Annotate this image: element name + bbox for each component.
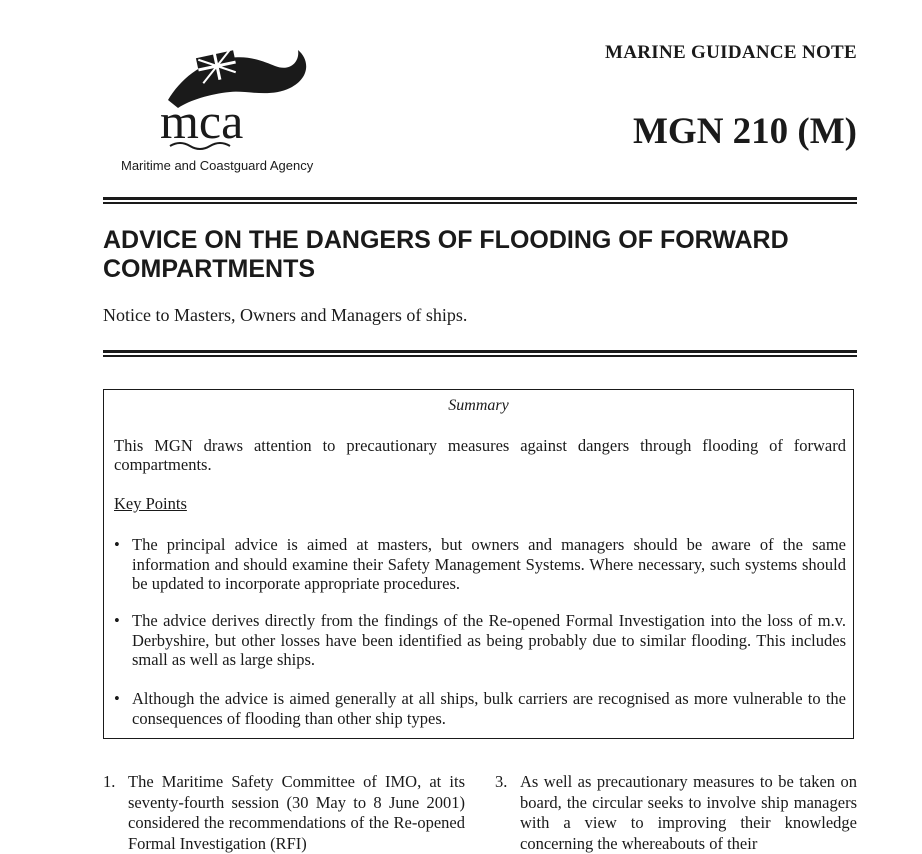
summary-heading: Summary — [448, 397, 509, 414]
key-point-item — [114, 611, 846, 670]
title-divider — [103, 350, 857, 357]
paragraph-number: 1. — [103, 772, 116, 791]
key-point-item — [114, 689, 846, 728]
key-point-text: Although the advice is aimed generally at all ships, bulk carriers are recognised as more vulnerable to the consequences of flooding than other ship types. — [132, 689, 846, 728]
bullet-icon: • — [114, 689, 120, 708]
summary-intro: This MGN draws attention to precautionary measures against dangers through flooding of forward compartments. — [114, 436, 846, 474]
body-paragraph — [103, 772, 465, 854]
key-point-text: The advice derives directly from the findings of the Re-opened Formal Investigation into the loss of m.v. Derbyshire, but other losses have been identified as being probably due to similar flooding. This includes small as well as large ships. — [132, 611, 846, 669]
summary-box — [103, 389, 854, 739]
mca-logo — [150, 42, 350, 154]
document-number: MGN 210 (M) — [633, 111, 857, 152]
page-subtitle: Notice to Masters, Owners and Managers of ships. — [103, 305, 468, 325]
key-points-heading: Key Points — [114, 494, 187, 513]
agency-name: Maritime and Coastguard Agency — [121, 158, 314, 173]
document-type: MARINE GUIDANCE NOTE — [605, 42, 857, 63]
bullet-icon: • — [114, 611, 120, 630]
key-point-text: The principal advice is aimed at masters, but owners and managers should be aware of the same information and should examine their Safety Management Systems. Where necessary, such systems should be updated to incorporate appropriate procedures. — [132, 535, 846, 593]
page-title: ADVICE ON THE DANGERS OF FLOODING OF FORWARD COMPARTMENTS — [103, 226, 789, 283]
key-point-item — [114, 535, 846, 594]
body-paragraph — [495, 772, 857, 854]
paragraph-number: 3. — [495, 772, 508, 791]
paragraph-text: As well as precautionary measures to be taken on board, the circular seeks to involve ship managers with a view to improving their knowledge concerning the whereabouts of their — [520, 772, 857, 853]
logo-wordmark: mca — [160, 93, 244, 149]
bullet-icon: • — [114, 535, 120, 554]
ensign-wave-icon — [150, 42, 350, 154]
paragraph-text: The Maritime Safety Committee of IMO, at its seventy-fourth session (30 May to 8 June 2001) considered the recommendations of the Re-opened Formal Investigation (RFI) — [128, 772, 465, 853]
header-divider — [103, 197, 857, 204]
